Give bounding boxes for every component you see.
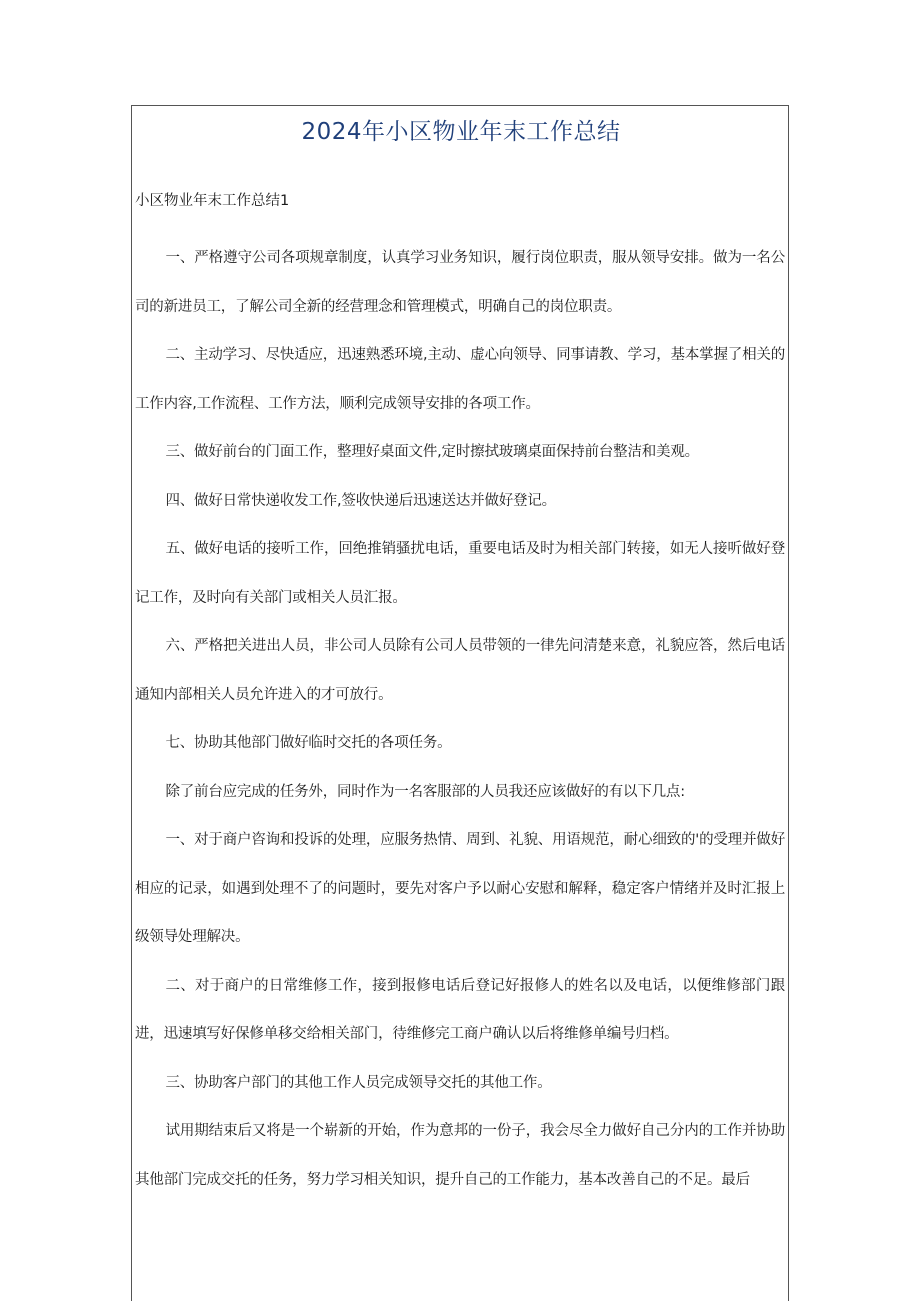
paragraph: 六、严格把关进出人员，非公司人员除有公司人员带领的一律先问清楚来意，礼貌应答，然后电话通知内部相关人员允许进入的才可放行。 bbox=[135, 638, 785, 703]
paragraph: 试用期结束后又将是一个崭新的开始，作为意邦的一份子，我会尽全力做好自己分内的工作并协助其他部门完成交托的任务，努力学习相关知识，提升自己的工作能力，基本改善自己的不足。最后 bbox=[135, 1123, 785, 1188]
section-subtitle: 小区物业年末工作总结1 bbox=[135, 193, 290, 209]
paragraph: 三、协助客户部门的其他工作人员完成领导交托的其他工作。 bbox=[165, 1074, 552, 1091]
paragraph: 四、做好日常快递收发工作,签收快递后迅速送达并做好登记。 bbox=[165, 492, 556, 509]
paragraph: 七、协助其他部门做好临时交托的各项任务。 bbox=[165, 735, 452, 751]
paragraph: 二、对于商户的日常维修工作，接到报修电话后登记好报修人的姓名以及电话，以便维修部门跟进，迅速填写好保修单移交给相关部门，待维修完工商户确认以后将维修单编号归档。 bbox=[135, 977, 785, 1042]
paragraph: 一、严格遵守公司各项规章制度，认真学习业务知识，履行岗位职责，服从领导安排。做为一名公司的新进员工，了解公司全新的经营理念和管理模式，明确自己的岗位职责。 bbox=[135, 250, 785, 315]
page-title: 2024年小区物业年末工作总结 bbox=[301, 119, 621, 145]
document-body bbox=[135, 234, 785, 1204]
paragraph: 二、主动学习、尽快适应，迅速熟悉环境,主动、虚心向领导、同事请教、学习，基本掌握了相关的工作内容,工作流程、工作方法，顺利完成领导安排的各项工作。 bbox=[135, 347, 785, 412]
paragraph: 五、做好电话的接听工作，回绝推销骚扰电话，重要电话及时为相关部门转接，如无人接听做好登记工作，及时向有关部门或相关人员汇报。 bbox=[135, 541, 785, 606]
paragraph: 三、做好前台的门面工作，整理好桌面文件,定时擦拭玻璃桌面保持前台整洁和美观。 bbox=[165, 444, 699, 460]
paragraph: 一、对于商户咨询和投诉的处理，应服务热情、周到、礼貌、用语规范，耐心细致的'的受理并做好相应的记录，如遇到处理不了的问题时，要先对客户予以耐心安慰和解释，稳定客户情绪并及时汇报上级领导处理解决。 bbox=[135, 832, 785, 945]
paragraph: 除了前台应完成的任务外，同时作为一名客服部的人员我还应该做好的有以下几点: bbox=[165, 783, 685, 800]
document-page bbox=[131, 105, 789, 1301]
